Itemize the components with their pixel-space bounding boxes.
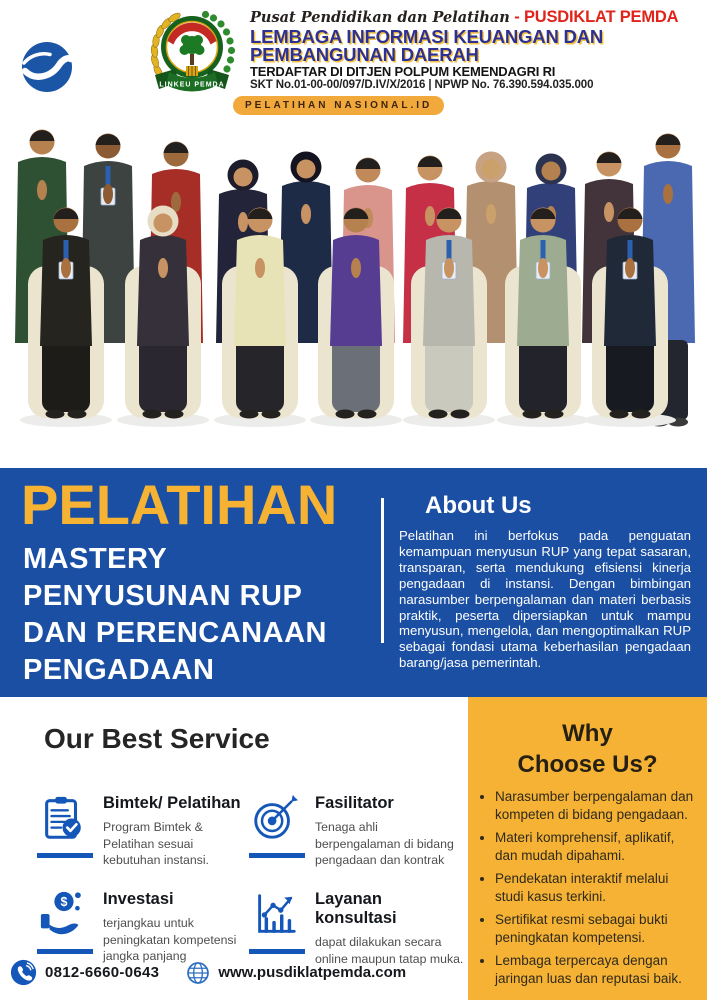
service-item (250, 889, 466, 967)
service-title: Investasi (103, 890, 174, 908)
services-title: Our Best Service (44, 723, 270, 754)
hand-dollar-icon (38, 889, 90, 965)
why-bullet: • Materi komprehensif, aplikatif, dan mudah dipahami. (495, 829, 699, 865)
why-bullet: • Lembaga terpercaya dengan jaringan luas dan reputasi baik. (495, 952, 699, 988)
why-choose-us-panel (468, 697, 707, 1000)
globe-swoosh-logo-icon (20, 40, 74, 94)
service-title: Fasilitator (315, 794, 394, 812)
hero-title (23, 541, 327, 689)
about-us (399, 492, 691, 671)
service-item (250, 793, 466, 869)
why-bullet: • Sertifikat resmi sebagai bukti peningkatan kompetensi. (495, 911, 699, 947)
phone-number[interactable]: 0812-6660-0643 (45, 964, 160, 981)
why-bullet: • Pendekatan interaktif melalui studi kasus terkini. (495, 870, 699, 906)
hero-title-line: MASTERY (23, 543, 168, 575)
skt-npwp-line: SKT No.01-00-00/097/D.IV/X/2016 | NPWP No. 76.390.594.035.000 (250, 79, 594, 91)
about-us-title: About Us (425, 492, 532, 519)
group-photo-illustration (0, 118, 707, 458)
service-desc: Tenaga ahli berpengalaman di bidang pengadaan dan kontrak (315, 820, 454, 867)
group-photo (0, 118, 707, 458)
header-text (245, 7, 700, 115)
service-item (38, 793, 254, 869)
hero-title-line: PENYUSUNAN RUP (23, 580, 303, 612)
pelatihan-nasional-badge: PELATIHAN NASIONAL.ID (233, 96, 444, 115)
org-name-line2: PEMBANGUNAN DAERAH (250, 44, 479, 65)
why-title: Why Choose Us? (517, 720, 658, 778)
icon-underline (249, 853, 305, 858)
service-desc: terjangkau untuk peningkatan kompetensi jangka panjang (103, 916, 237, 963)
brand-name: - PUSDIKLAT PEMDA (514, 8, 679, 26)
hero-section (0, 468, 707, 697)
clipboard-check-icon (38, 793, 90, 869)
service-desc: Program Bimtek & Pelatihan sesuai kebutuhan instansi. (103, 820, 209, 867)
globe-icon (185, 960, 211, 986)
phone-icon (10, 959, 37, 986)
hero-title-line: DAN PERENCANAAN (23, 617, 327, 649)
emblem-ribbon-text: LINKEU PEMDA (159, 81, 225, 89)
service-desc: dapat dilakukan secara online maupun tatap muka. (315, 935, 464, 966)
linkeu-pemda-emblem (141, 5, 244, 100)
why-bullet: • Narasumber berpengalaman dan kompeten di bidang pengadaan. (495, 788, 699, 824)
org-name-line1: LEMBAGA INFORMASI KEUANGAN DAN (250, 26, 604, 47)
svg-text:$: $ (60, 894, 68, 909)
chart-growth-icon (250, 889, 302, 967)
registration-line: TERDAFTAR DI DITJEN POLPUM KEMENDAGRI RI (250, 64, 556, 79)
about-us-text: Pelatihan ini berfokus pada penguatan kemampuan menyusun RUP yang tepat sasaran, transparan, serta mendukung efisiensi kinerja pengadaan di instansi. Dengan bimbingan narasumber berpengalaman dan materi berbasis praktik, peserta dipersiapkan untuk mampu menyusun, mengelola, dan mengoptimalkan RUP sebagai fondasi utama keberhasilan pengadaan barang/jasa pemerintah. (399, 528, 691, 671)
target-arrow-icon (250, 793, 302, 869)
icon-underline (249, 949, 305, 954)
icon-underline (37, 853, 93, 858)
website-url[interactable]: www.pusdiklatpemda.com (218, 964, 407, 981)
service-title: Layanan konsultasi (315, 890, 397, 927)
contact-row (10, 959, 406, 986)
org-tagline: Pusat Pendidikan dan Pelatihan (250, 9, 510, 26)
vertical-divider (381, 498, 384, 643)
why-bullet-list (468, 788, 707, 988)
icon-underline (37, 949, 93, 954)
services-section (0, 697, 468, 1000)
hero-title-line: PENGADAAN (23, 654, 215, 686)
service-item (38, 889, 254, 965)
service-title: Bimtek/ Pelatihan (103, 794, 241, 812)
hero-kicker: PELATIHAN (21, 473, 338, 536)
